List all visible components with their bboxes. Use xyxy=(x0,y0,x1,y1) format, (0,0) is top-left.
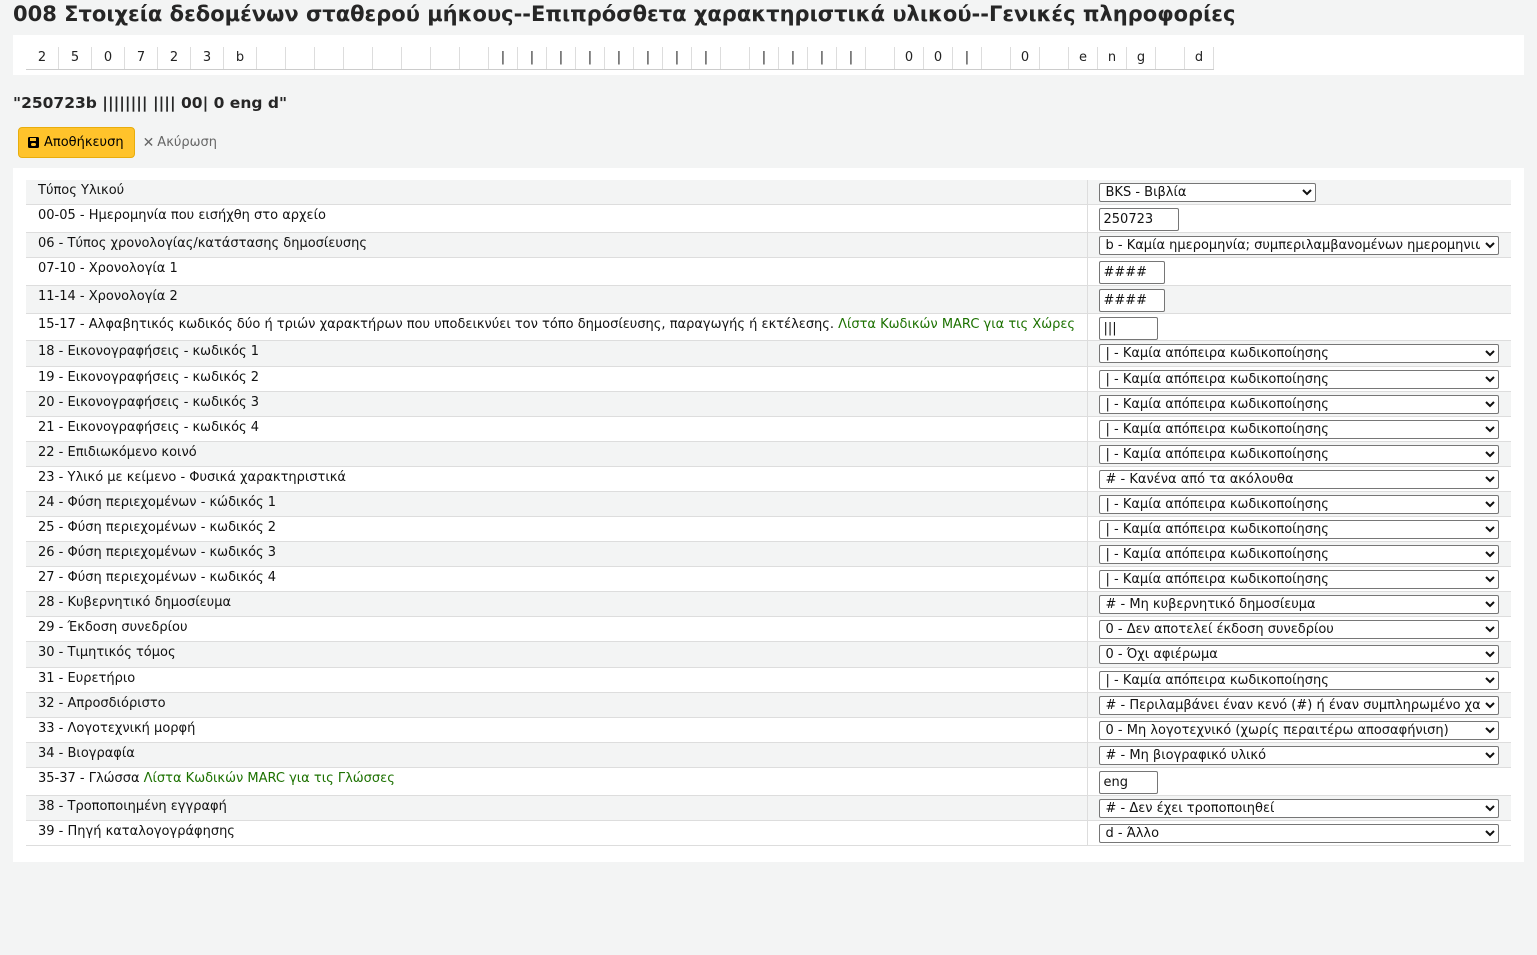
field-select[interactable] xyxy=(1099,344,1499,363)
field-label: 21 - Εικονογραφήσεις - κωδικός 4 xyxy=(38,419,260,435)
position-cell xyxy=(373,47,402,69)
field-select[interactable] xyxy=(1099,620,1499,639)
position-cell: | xyxy=(634,47,663,69)
fields-panel xyxy=(13,168,1524,862)
field-select[interactable] xyxy=(1099,545,1499,564)
position-cell: | xyxy=(692,47,721,69)
position-cell: 0 xyxy=(1011,47,1040,69)
position-cell: | xyxy=(605,47,634,69)
position-cell: | xyxy=(576,47,605,69)
field-value-cell xyxy=(1087,667,1511,692)
position-cell: 0 xyxy=(924,47,953,69)
position-cell xyxy=(257,47,286,69)
field-value-cell xyxy=(1087,820,1511,845)
field-row xyxy=(26,257,1511,285)
position-cell: | xyxy=(837,47,866,69)
close-icon: ✕ xyxy=(142,134,155,151)
field-label-cell xyxy=(26,667,1087,692)
field-row xyxy=(26,232,1511,257)
field-value-cell xyxy=(1087,416,1511,441)
field-row xyxy=(26,591,1511,616)
position-cell: | xyxy=(518,47,547,69)
field-label-cell xyxy=(26,616,1087,641)
field-label: 28 - Κυβερνητικό δημοσίευμα xyxy=(38,594,232,610)
field-select[interactable] xyxy=(1099,645,1499,664)
position-cell: g xyxy=(1127,47,1156,69)
field-label: Τύπος Υλικού xyxy=(38,183,125,198)
position-cell xyxy=(982,47,1011,69)
field-value-cell xyxy=(1087,541,1511,566)
field-select[interactable] xyxy=(1099,824,1499,843)
field-label-cell xyxy=(26,767,1087,795)
field-select[interactable] xyxy=(1099,236,1499,255)
field-row xyxy=(26,516,1511,541)
field-row xyxy=(26,466,1511,491)
field-label: 20 - Εικονογραφήσεις - κωδικός 3 xyxy=(38,394,260,410)
field-value-cell xyxy=(1087,313,1511,340)
field-value-cell xyxy=(1087,692,1511,717)
cancel-button-label: Ακύρωση xyxy=(157,135,217,150)
field-value-cell xyxy=(1087,717,1511,742)
field-label: 38 - Τροποποιημένη εγγραφή xyxy=(38,798,227,814)
field-label-cell xyxy=(26,204,1087,232)
page-title: 008 Στοιχεία δεδομένων σταθερού μήκους--Επιπρόσθετα χαρακτηριστικά υλικού--Γενικές πληροφορίες xyxy=(13,2,1236,26)
field-value-cell xyxy=(1087,232,1511,257)
position-cell: 2 xyxy=(158,47,191,69)
field-row xyxy=(26,717,1511,742)
field-select[interactable] xyxy=(1099,470,1499,489)
field-label: 15-17 - Αλφαβητικός κωδικός δύο ή τριών χαρακτήρων που υποδεικνύει τον τόπο δημοσίευσης, παραγωγής ή εκτέλεσης. xyxy=(38,316,835,332)
field-label-cell xyxy=(26,441,1087,466)
field-row xyxy=(26,313,1511,340)
field-row xyxy=(26,566,1511,591)
field-label: 29 - Έκδοση συνεδρίου xyxy=(38,619,188,635)
field-text-input[interactable] xyxy=(1099,771,1158,794)
field-select[interactable] xyxy=(1099,570,1499,589)
field-value-cell xyxy=(1087,491,1511,516)
field-row xyxy=(26,180,1511,204)
position-cell: 2 xyxy=(26,47,59,69)
field-label: 33 - Λογοτεχνική μορφή xyxy=(38,720,196,736)
field-label: 18 - Εικονογραφήσεις - κωδικός 1 xyxy=(38,343,260,359)
position-cell xyxy=(344,47,373,69)
field-label: 32 - Απροσδιόριστο xyxy=(38,695,166,711)
field-value-cell xyxy=(1087,767,1511,795)
field-row xyxy=(26,820,1511,845)
position-cell xyxy=(402,47,431,69)
field-label-cell xyxy=(26,180,1087,204)
field-row xyxy=(26,204,1511,232)
field-row xyxy=(26,616,1511,641)
position-cell: | xyxy=(779,47,808,69)
field-select[interactable] xyxy=(1099,370,1499,389)
field-row xyxy=(26,667,1511,692)
save-button-label: Αποθήκευση xyxy=(44,135,124,150)
field-label-cell xyxy=(26,795,1087,820)
position-cell: | xyxy=(953,47,982,69)
position-cell xyxy=(866,47,895,69)
field-label-cell xyxy=(26,232,1087,257)
field-label: 39 - Πηγή καταλογογράφησης xyxy=(38,823,235,839)
position-cell: | xyxy=(750,47,779,69)
field-select[interactable] xyxy=(1099,595,1499,614)
field-preview: "250723b |||||||| |||| 00| 0 eng d" xyxy=(13,94,288,112)
field-select[interactable] xyxy=(1099,721,1499,740)
field-select[interactable] xyxy=(1099,671,1499,690)
field-value-cell xyxy=(1087,180,1511,204)
field-label: 35-37 - Γλώσσα xyxy=(38,770,140,786)
field-label-cell xyxy=(26,516,1087,541)
field-text-input[interactable] xyxy=(1099,289,1165,312)
field-row xyxy=(26,641,1511,667)
field-select[interactable] xyxy=(1099,746,1499,765)
field-value-cell xyxy=(1087,466,1511,491)
field-row xyxy=(26,285,1511,313)
field-row xyxy=(26,742,1511,767)
field-select[interactable] xyxy=(1099,799,1499,818)
position-cell: | xyxy=(663,47,692,69)
position-strip xyxy=(26,47,1214,70)
field-value-cell xyxy=(1087,391,1511,416)
field-text-input[interactable] xyxy=(1099,317,1158,340)
position-cell xyxy=(315,47,344,69)
field-label-cell xyxy=(26,820,1087,845)
field-label-cell xyxy=(26,591,1087,616)
field-row xyxy=(26,340,1511,366)
field-label: 24 - Φύση περιεχομένων - κώδικός 1 xyxy=(38,494,277,510)
field-label-cell xyxy=(26,566,1087,591)
field-label-cell xyxy=(26,391,1087,416)
field-label-cell xyxy=(26,366,1087,391)
field-label-cell xyxy=(26,742,1087,767)
field-label: 00-05 - Ημερομηνία που εισήχθη στο αρχείο xyxy=(38,207,326,223)
positions-box xyxy=(13,35,1524,75)
position-cell xyxy=(1156,47,1185,69)
field-select[interactable] xyxy=(1099,520,1499,539)
position-cell: 3 xyxy=(191,47,224,69)
field-label: 06 - Τύπος χρονολογίας/κατάστασης δημοσίευσης xyxy=(38,235,367,251)
field-row xyxy=(26,441,1511,466)
field-label: 27 - Φύση περιεχομένων - κωδικός 4 xyxy=(38,569,277,585)
field-label-cell xyxy=(26,313,1087,340)
field-value-cell xyxy=(1087,616,1511,641)
field-value-cell xyxy=(1087,257,1511,285)
position-cell: 0 xyxy=(92,47,125,69)
field-value-cell xyxy=(1087,591,1511,616)
position-cell xyxy=(460,47,489,69)
field-value-cell xyxy=(1087,366,1511,391)
position-cell: | xyxy=(489,47,518,69)
field-value-cell xyxy=(1087,340,1511,366)
field-label: 31 - Ευρετήριο xyxy=(38,670,136,686)
field-label: 11-14 - Χρονολογία 2 xyxy=(38,288,178,304)
field-select[interactable] xyxy=(1099,420,1499,439)
field-row xyxy=(26,692,1511,717)
position-cell xyxy=(1040,47,1069,69)
field-value-cell xyxy=(1087,516,1511,541)
field-row xyxy=(26,416,1511,441)
field-label: 22 - Επιδιωκόμενο κοινό xyxy=(38,444,197,460)
field-label-cell xyxy=(26,541,1087,566)
field-text-input[interactable] xyxy=(1099,208,1179,231)
field-value-cell xyxy=(1087,795,1511,820)
marc-code-list-link[interactable]: Λίστα Κωδικών MARC για τις Γλώσσες xyxy=(143,770,395,786)
position-cell: | xyxy=(547,47,576,69)
field-label: 07-10 - Χρονολογία 1 xyxy=(38,260,178,276)
field-value-cell xyxy=(1087,285,1511,313)
field-label: 23 - Υλικό με κείμενο - Φυσικά χαρακτηριστικά xyxy=(38,469,346,485)
field-label: 26 - Φύση περιεχομένων - κωδικός 3 xyxy=(38,544,277,560)
field-label-cell xyxy=(26,340,1087,366)
material-type-select[interactable] xyxy=(1099,183,1316,202)
position-cell: b xyxy=(224,47,257,69)
field-label: 34 - Βιογραφία xyxy=(38,745,135,761)
field-value-cell xyxy=(1087,441,1511,466)
position-cell: | xyxy=(808,47,837,69)
field-label-cell xyxy=(26,466,1087,491)
field-label: 25 - Φύση περιεχομένων - κωδικός 2 xyxy=(38,519,277,535)
position-cell xyxy=(721,47,750,69)
field-select[interactable] xyxy=(1099,445,1499,464)
field-value-cell xyxy=(1087,204,1511,232)
field-row xyxy=(26,795,1511,820)
field-value-cell xyxy=(1087,742,1511,767)
field-label-cell xyxy=(26,285,1087,313)
field-select[interactable] xyxy=(1099,495,1499,514)
field-row xyxy=(26,491,1511,516)
field-label-cell xyxy=(26,491,1087,516)
field-value-cell xyxy=(1087,641,1511,667)
field-row xyxy=(26,541,1511,566)
field-value-cell xyxy=(1087,566,1511,591)
field-row xyxy=(26,391,1511,416)
field-select[interactable] xyxy=(1099,696,1499,715)
field-row xyxy=(26,767,1511,795)
cancel-button[interactable] xyxy=(143,135,217,151)
field-select[interactable] xyxy=(1099,395,1499,414)
field-label-cell xyxy=(26,641,1087,667)
position-cell: d xyxy=(1185,47,1214,69)
save-icon xyxy=(28,137,39,148)
field-text-input[interactable] xyxy=(1099,261,1165,284)
position-cell: 5 xyxy=(59,47,92,69)
field-label-cell xyxy=(26,692,1087,717)
position-cell xyxy=(431,47,460,69)
position-cell: 7 xyxy=(125,47,158,69)
field-label-cell xyxy=(26,257,1087,285)
save-button[interactable] xyxy=(18,127,135,158)
field-label-cell xyxy=(26,717,1087,742)
field-label: 30 - Τιμητικός τόμος xyxy=(38,644,176,660)
position-cell xyxy=(286,47,315,69)
field-row xyxy=(26,366,1511,391)
position-cell: n xyxy=(1098,47,1127,69)
field-label: 19 - Εικονογραφήσεις - κωδικός 2 xyxy=(38,369,260,385)
marc-code-list-link[interactable]: Λίστα Κωδικών MARC για τις Χώρες xyxy=(838,316,1076,332)
position-cell: 0 xyxy=(895,47,924,69)
fields-table xyxy=(26,180,1511,846)
action-bar xyxy=(18,127,217,158)
field-label-cell xyxy=(26,416,1087,441)
position-cell: e xyxy=(1069,47,1098,69)
